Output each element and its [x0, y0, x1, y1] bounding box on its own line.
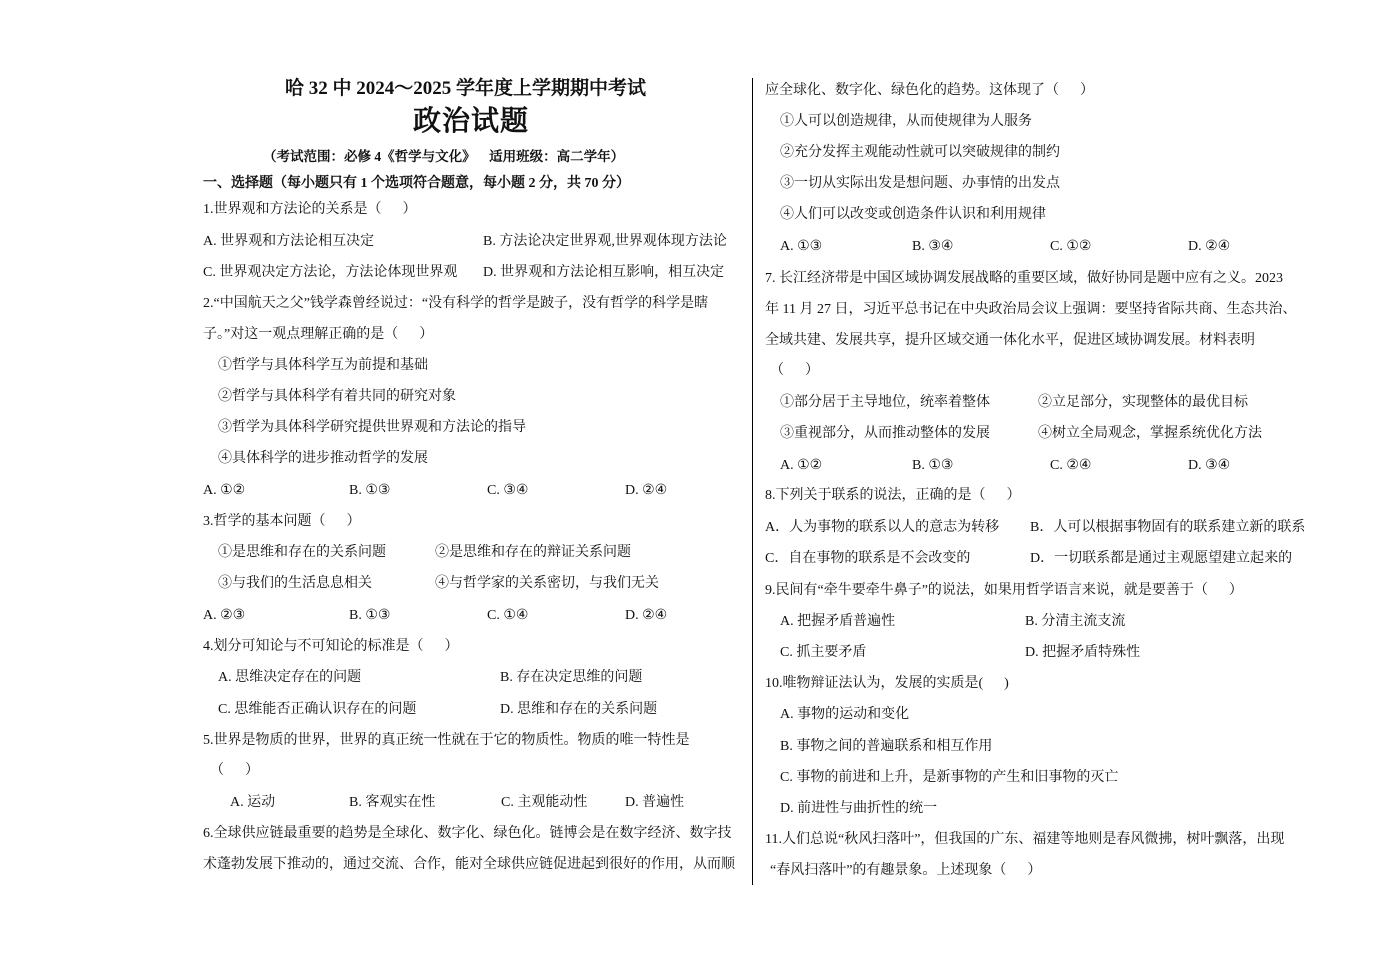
question-2-option-c: C. ③④	[487, 483, 529, 498]
question-7-stem-line-4: （ ）	[770, 363, 819, 378]
question-4-option-a: A. 思维决定存在的问题	[218, 670, 362, 685]
question-3-stem: 3.哲学的基本问题（ ）	[203, 514, 361, 529]
question-5-option-d: D. 普遍性	[625, 795, 685, 810]
question-11-stem-line-1: 11.人们总说“秋风扫落叶”，但我国的广东、福建等地则是春风微拂，树叶飘落，出现	[765, 832, 1285, 847]
question-6-statement-1: ①人可以创造规律，从而使规律为人服务	[780, 114, 1032, 129]
question-6-option-a: A. ①③	[780, 239, 823, 254]
question-7-stem-line-3: 全域共建、发展共享，提升区域交通一体化水平，促进区域协调发展。材料表明	[765, 333, 1255, 348]
question-1-option-d: D. 世界观和方法论相互影响，相互决定	[483, 265, 725, 280]
question-1-option-c: C. 世界观决定方法论，方法论体现世界观	[203, 265, 458, 280]
subject-title: 政治试题	[413, 106, 530, 137]
question-2-statement-2: ②哲学与具体科学有着共同的研究对象	[218, 389, 456, 404]
question-3-option-c: C. ①④	[487, 608, 529, 623]
question-6-stem-line-1: 6.全球供应链最重要的趋势是全球化、数字化、绿色化。链博会是在数字经济、数字技	[203, 826, 732, 841]
question-7-option-a: A. ①②	[780, 458, 823, 473]
section-heading: 一、选择题（每小题只有 1 个选项符合题意，每小题 2 分，共 70 分）	[203, 176, 630, 191]
question-4-option-c: C. 思维能否正确认识存在的问题	[218, 702, 417, 717]
question-6-stem-line-2: 术蓬勃发展下推动的，通过交流、合作，能对全球供应链促进起到很好的作用，从而顺	[203, 857, 735, 872]
question-6-option-b: B. ③④	[912, 239, 954, 254]
question-7-stem-line-1: 7. 长江经济带是中国区域协调发展战略的重要区域，做好协同是题中应有之义。2023	[765, 271, 1283, 286]
question-8-option-a: A．人为事物的联系以人的意志为转移	[765, 520, 1000, 535]
question-9-option-c: C. 抓主要矛盾	[780, 645, 867, 660]
question-7-statement-2: ②立足部分，实现整体的最优目标	[1038, 395, 1248, 410]
question-7-stem-line-2: 年 11 月 27 日，习近平总书记在中央政治局会议上强调：要坚持省际共商、生态共治、	[765, 302, 1297, 317]
question-3-statement-1: ①是思维和存在的关系问题	[218, 545, 386, 560]
question-10-option-c: C. 事物的前进和上升，是新事物的产生和旧事物的灭亡	[780, 770, 1119, 785]
question-10-option-b: B. 事物之间的普遍联系和相互作用	[780, 739, 993, 754]
question-2-option-a: A. ①②	[203, 483, 246, 498]
question-4-option-d: D. 思维和存在的关系问题	[500, 702, 658, 717]
question-8-option-b: B．人可以根据事物固有的联系建立新的联系	[1030, 520, 1306, 535]
question-7-option-c: C. ②④	[1050, 458, 1092, 473]
question-5-stem-line-2: （ ）	[210, 763, 259, 778]
question-1-option-a: A. 世界观和方法论相互决定	[203, 234, 375, 249]
question-7-option-d: D. ③④	[1188, 458, 1231, 473]
question-2-stem-line-2: 子。”对这一观点理解正确的是（ ）	[203, 327, 434, 342]
question-3-statement-3: ③与我们的生活息息相关	[218, 576, 372, 591]
question-4-option-b: B. 存在决定思维的问题	[500, 670, 643, 685]
question-10-option-a: A. 事物的运动和变化	[780, 707, 910, 722]
question-9-option-a: A. 把握矛盾普遍性	[780, 614, 896, 629]
question-9-option-b: B. 分清主流支流	[1025, 614, 1126, 629]
question-10-stem: 10.唯物辩证法认为，发展的实质是( )	[765, 676, 1009, 691]
question-6-statement-3: ③一切从实际出发是想问题、办事情的出发点	[780, 176, 1060, 191]
exam-scope: （考试范围：必修 4《哲学与文化》 适用班级：高二学年）	[263, 149, 625, 164]
question-7-statement-1: ①部分居于主导地位，统率着整体	[780, 395, 990, 410]
question-2-statement-4: ④具体科学的进步推动哲学的发展	[218, 451, 428, 466]
question-5-stem-line-1: 5.世界是物质的世界，世界的真正统一性就在于它的物质性。物质的唯一特性是	[203, 733, 690, 748]
question-6-statement-2: ②充分发挥主观能动性就可以突破规律的制约	[780, 145, 1060, 160]
question-2-option-d: D. ②④	[625, 483, 668, 498]
question-6-option-c: C. ①②	[1050, 239, 1092, 254]
question-4-stem: 4.划分可知论与不可知论的标准是（ ）	[203, 639, 459, 654]
question-7-statement-4: ④树立全局观念，掌握系统优化方法	[1038, 426, 1262, 441]
question-3-option-d: D. ②④	[625, 608, 668, 623]
question-3-statement-4: ④与哲学家的关系密切，与我们无关	[435, 576, 659, 591]
exam-title: 哈 32 中 2024～2025 学年度上学期期中考试	[285, 78, 647, 99]
question-8-option-c: C．自在事物的联系是不会改变的	[765, 551, 971, 566]
question-5-option-a: A. 运动	[230, 795, 276, 810]
question-6-stem-line-3: 应全球化、数字化、绿色化的趋势。这体现了（ ）	[765, 83, 1094, 98]
question-1-stem: 1.世界观和方法论的关系是（ ）	[203, 202, 417, 217]
question-9-stem: 9.民间有“牵牛要牵牛鼻子”的说法，如果用哲学语言来说，就是要善于（ ）	[765, 583, 1243, 598]
question-3-statement-2: ②是思维和存在的辩证关系问题	[435, 545, 631, 560]
column-divider	[752, 78, 753, 885]
question-8-option-d: D．一切联系都是通过主观愿望建立起来的	[1030, 551, 1293, 566]
question-9-option-d: D. 把握矛盾特殊性	[1025, 645, 1141, 660]
question-11-stem-line-2: “春风扫落叶”的有趣景象。上述现象（ ）	[770, 863, 1042, 878]
question-2-stem-line-1: 2.“中国航天之父”钱学森曾经说过：“没有科学的哲学是跛子，没有哲学的科学是瞎	[203, 296, 709, 311]
question-6-statement-4: ④人们可以改变或创造条件认识和利用规律	[780, 207, 1046, 222]
question-7-option-b: B. ①③	[912, 458, 954, 473]
question-5-option-c: C. 主观能动性	[501, 795, 588, 810]
question-2-statement-1: ①哲学与具体科学互为前提和基础	[218, 358, 428, 373]
question-2-option-b: B. ①③	[349, 483, 391, 498]
question-8-stem: 8.下列关于联系的说法，正确的是（ ）	[765, 488, 1021, 503]
question-5-option-b: B. 客观实在性	[349, 795, 436, 810]
question-1-option-b: B. 方法论决定世界观,世界观体现方法论	[483, 234, 727, 249]
question-10-option-d: D. 前进性与曲折性的统一	[780, 801, 938, 816]
question-6-option-d: D. ②④	[1188, 239, 1231, 254]
question-3-option-a: A. ②③	[203, 608, 246, 623]
question-3-option-b: B. ①③	[349, 608, 391, 623]
question-2-statement-3: ③哲学为具体科学研究提供世界观和方法论的指导	[218, 420, 526, 435]
question-7-statement-3: ③重视部分，从而推动整体的发展	[780, 426, 990, 441]
